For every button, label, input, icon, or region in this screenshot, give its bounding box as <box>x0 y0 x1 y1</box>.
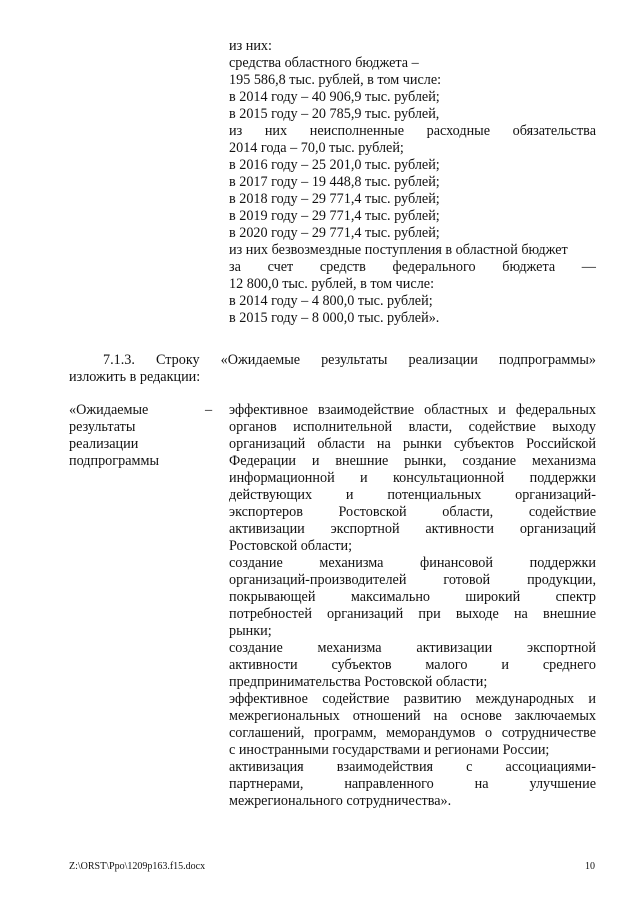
results-line: покрывающей максимально широкий спектр <box>229 589 596 605</box>
financing-line: в 2015 году – 8 000,0 тыс. рублей». <box>229 310 440 326</box>
financing-line: 2014 года – 70,0 тыс. рублей; <box>229 140 404 156</box>
financing-line: из них безвозмездные поступления в областной бюджет <box>229 242 568 258</box>
financing-line: средства областного бюджета – <box>229 55 419 71</box>
financing-line: 195 586,8 тыс. рублей, в том числе: <box>229 72 442 88</box>
results-line: активизации экспортной активности организаций <box>229 521 596 537</box>
results-line: рынки; <box>229 623 272 639</box>
results-line: организаций области на рынки субъектов Российской <box>229 436 596 452</box>
financing-line: в 2019 году – 29 771,4 тыс. рублей; <box>229 208 440 224</box>
financing-line: в 2020 году – 29 771,4 тыс. рублей; <box>229 225 440 241</box>
results-line: Ростовской области; <box>229 538 353 554</box>
results-line: партнерами, направленного на улучшение <box>229 776 596 792</box>
results-line: предпринимательства Ростовской области; <box>229 674 488 690</box>
financing-line: в 2016 году – 25 201,0 тыс. рублей; <box>229 157 440 173</box>
results-line: органов исполнительной власти, содействие выходу <box>229 419 596 435</box>
financing-line: в 2018 году – 29 771,4 тыс. рублей; <box>229 191 440 207</box>
results-line: Федерации и внешние рынки, создание механизма <box>229 453 596 469</box>
section-heading-line: 7.1.3. Строку «Ожидаемые результаты реализации подпрограммы» <box>103 352 596 368</box>
results-line: информационной и консультационной поддержки <box>229 470 596 486</box>
page-number: 10 <box>585 861 595 872</box>
results-line: межрегионального сотрудничества». <box>229 793 452 809</box>
financing-line: из них: <box>229 38 272 54</box>
footer-file-path: Z:\ORST\Ppo\1209p163.f15.docx <box>69 861 206 872</box>
financing-line: в 2014 году – 4 800,0 тыс. рублей; <box>229 293 433 309</box>
results-line: создание механизма финансовой поддержки <box>229 555 596 571</box>
results-line: эффективное взаимодействие областных и федеральных <box>229 402 596 418</box>
results-line: потребностей организаций при выходе на внешние <box>229 606 596 622</box>
results-line: межрегиональных отношений на основе заключаемых <box>229 708 596 724</box>
results-line: эффективное содействие развитию международных и <box>229 691 596 707</box>
section-heading-line: изложить в редакции: <box>69 369 201 385</box>
financing-line: из них неисполненные расходные обязательства <box>229 123 596 139</box>
label-dash: – <box>205 402 213 418</box>
financing-line: 12 800,0 тыс. рублей, в том числе: <box>229 276 435 292</box>
financing-line: в 2017 году – 19 448,8 тыс. рублей; <box>229 174 440 190</box>
results-label-line: результаты <box>69 419 136 435</box>
results-line: создание механизма активизации экспортной <box>229 640 596 656</box>
results-line: экспортеров Ростовской области, содействие <box>229 504 596 520</box>
results-line: активности субъектов малого и среднего <box>229 657 596 673</box>
results-line: действующих и потенциальных организаций- <box>229 487 596 503</box>
results-line: соглашений, программ, меморандумов о сотрудничестве <box>229 725 596 741</box>
results-label-line: «Ожидаемые <box>69 402 149 418</box>
results-line: активизация взаимодействия с ассоциациями- <box>229 759 596 775</box>
financing-line: в 2014 году – 40 906,9 тыс. рублей; <box>229 89 440 105</box>
results-line: с иностранными государствами и регионами России; <box>229 742 550 758</box>
financing-line: за счет средств федерального бюджета — <box>229 259 596 275</box>
financing-line: в 2015 году – 20 785,9 тыс. рублей, <box>229 106 440 122</box>
results-label-line: реализации <box>69 436 139 452</box>
results-label-line: подпрограммы <box>69 453 159 469</box>
results-line: организаций-производителей готовой продукции, <box>229 572 596 588</box>
